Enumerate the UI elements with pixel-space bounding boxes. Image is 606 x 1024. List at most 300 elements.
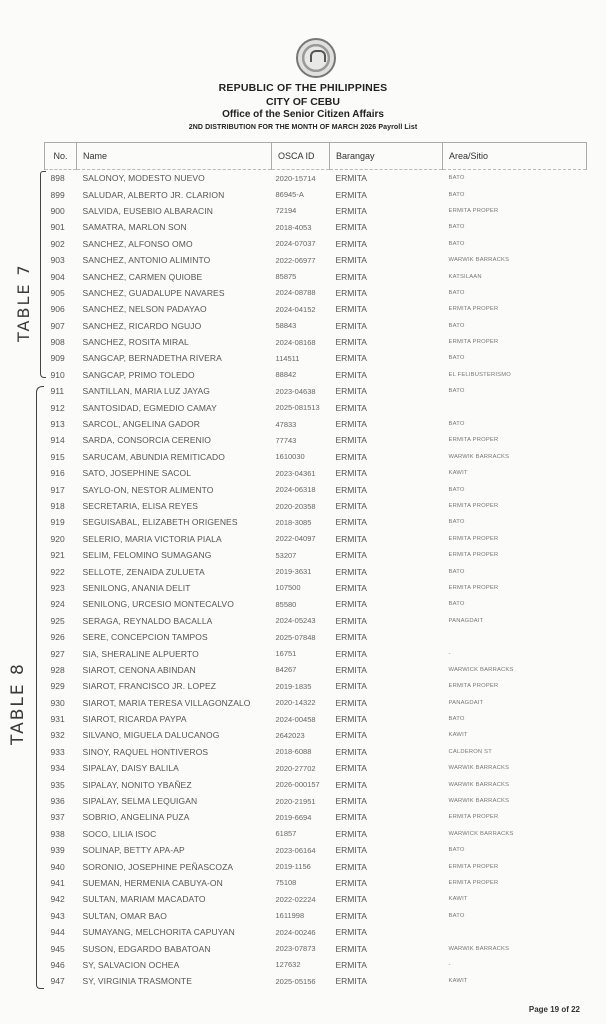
row-osca-id: 85580	[275, 599, 297, 609]
row-barangay: ERMITA	[335, 386, 367, 397]
row-area-sitio: BATO	[448, 175, 465, 182]
row-barangay: ERMITA	[335, 271, 367, 282]
row-osca-id: 2642023	[275, 730, 305, 740]
row-name: SARDA, CONSORCIA CERENIO	[82, 435, 212, 446]
table-row	[45, 973, 587, 989]
row-barangay: ERMITA	[335, 582, 367, 593]
row-number: 938	[50, 828, 65, 839]
row-number: 944	[50, 927, 65, 938]
row-number: 904	[50, 271, 65, 282]
row-number: 926	[50, 632, 65, 643]
table-row	[45, 858, 587, 874]
row-area-sitio: BATO	[448, 601, 465, 608]
row-area-sitio: KAWIT	[448, 732, 468, 739]
row-name: SELIM, FELOMINO SUMAGANG	[82, 550, 212, 561]
row-number: 900	[50, 205, 65, 216]
row-area-sitio: ERMITA PROPER	[448, 814, 499, 821]
table-row	[45, 908, 587, 924]
row-number: 911	[50, 386, 65, 397]
row-area-sitio: BATO	[448, 519, 465, 526]
table-row	[45, 399, 587, 415]
row-area-sitio: WARWIK BARRACKS	[448, 765, 510, 772]
row-barangay: ERMITA	[335, 845, 367, 856]
row-name: SY, SALVACION OCHEA	[82, 959, 180, 970]
table-row	[45, 842, 587, 858]
row-number: 916	[50, 468, 65, 479]
row-name: SORONIO, JOSEPHINE PEÑASCOZA	[82, 861, 234, 872]
row-osca-id: 2019-1156	[275, 862, 311, 872]
row-name: SENILONG, ANANIA DELIT	[82, 582, 191, 593]
row-osca-id: 2023-04638	[275, 386, 316, 396]
row-osca-id: 88842	[275, 370, 297, 380]
row-name: SOBRIO, ANGELINA PUZA	[82, 812, 190, 823]
row-number: 909	[50, 353, 65, 364]
row-osca-id: 2023-07873	[275, 944, 316, 954]
row-area-sitio: ERMITA PROPER	[448, 535, 499, 542]
row-barangay: ERMITA	[335, 927, 367, 938]
row-number: 913	[50, 419, 65, 430]
row-number: 947	[50, 976, 65, 987]
table-row	[45, 596, 587, 612]
row-barangay: ERMITA	[335, 205, 367, 216]
row-barangay: ERMITA	[335, 599, 367, 610]
row-name: SERAGA, REYNALDO BACALLA	[82, 615, 213, 626]
row-osca-id: 2024-06318	[275, 485, 316, 495]
row-osca-id: 107500	[275, 583, 301, 593]
row-area-sitio: BATO	[448, 568, 465, 575]
table-row	[45, 809, 587, 825]
row-area-sitio: BATO	[448, 716, 465, 723]
row-osca-id: 114511	[275, 353, 300, 363]
table-row	[45, 481, 587, 497]
row-number: 905	[50, 287, 65, 298]
table-row	[45, 711, 587, 727]
republic-heading: REPUBLIC OF THE PHILIPPINES	[218, 82, 388, 94]
row-barangay: ERMITA	[335, 550, 367, 561]
row-barangay: ERMITA	[335, 894, 367, 905]
row-name: SIPALAY, NONITO YBAÑEZ	[82, 779, 192, 790]
row-osca-id: 2024-00246	[275, 927, 316, 937]
row-number: 927	[50, 648, 65, 659]
row-area-sitio: BATO	[448, 912, 465, 919]
row-area-sitio: ERMITA PROPER	[448, 552, 499, 559]
row-number: 942	[50, 894, 65, 905]
row-number: 935	[50, 779, 65, 790]
column-header-osca-id: OSCA ID	[272, 143, 330, 170]
row-barangay: ERMITA	[335, 238, 367, 249]
row-area-sitio: WARWICK BARRACKS	[448, 830, 514, 837]
row-number: 923	[50, 582, 65, 593]
row-number: 929	[50, 681, 65, 692]
row-area-sitio: KATSILAAN	[448, 273, 482, 280]
row-name: SY, VIRGINIA TRASMONTE	[82, 976, 193, 987]
row-name: SANGCAP, PRIMO TOLEDO	[82, 369, 195, 380]
row-area-sitio: WARWIK BARRACKS	[448, 453, 510, 460]
row-osca-id: 2020-27702	[275, 763, 316, 773]
row-osca-id: 2022-04097	[275, 534, 316, 544]
row-name: SELLOTE, ZENAIDA ZULUETA	[82, 566, 205, 577]
row-barangay: ERMITA	[335, 746, 367, 757]
row-osca-id: 2025-081513	[275, 403, 320, 413]
row-osca-id: 2018-4053	[275, 222, 312, 232]
row-osca-id: 85875	[275, 272, 297, 282]
row-area-sitio: ERMITA PROPER	[448, 503, 499, 509]
row-area-sitio	[443, 629, 587, 645]
row-osca-id: 58843	[275, 321, 297, 331]
row-barangay: ERMITA	[335, 369, 367, 380]
row-barangay: ERMITA	[335, 763, 367, 774]
row-barangay: ERMITA	[335, 435, 367, 446]
row-name: SANCHEZ, ROSITA MIRAL	[82, 337, 189, 348]
row-barangay: ERMITA	[335, 910, 367, 921]
row-name: SENILONG, URCESIO MONTECALVO	[82, 599, 234, 610]
row-area-sitio: BATO	[448, 289, 465, 296]
row-osca-id: 2022-02224	[275, 894, 316, 904]
page-number: Page 19 of 22	[528, 1005, 580, 1014]
row-osca-id: 2024-08168	[275, 337, 316, 347]
row-number: 931	[50, 714, 65, 725]
table-row	[45, 580, 587, 596]
row-number: 917	[50, 484, 65, 495]
row-name: SANTOSIDAD, EGMEDIO CAMAY	[82, 402, 217, 413]
row-osca-id: 2024-08788	[275, 288, 316, 298]
row-barangay: ERMITA	[335, 566, 367, 577]
row-area-sitio: ERMITA PROPER	[448, 584, 499, 591]
row-barangay: ERMITA	[335, 501, 367, 511]
row-area-sitio: WARWICK BARRACKS	[448, 666, 514, 673]
table-row	[45, 531, 587, 547]
row-number: 903	[50, 255, 65, 266]
row-barangay: ERMITA	[335, 287, 367, 298]
row-name: SEGUISABAL, ELIZABETH ORIGENES	[82, 517, 238, 528]
row-area-sitio: BATO	[448, 421, 465, 428]
table-row	[45, 465, 587, 481]
row-name: SANTILLAN, MARIA LUZ JAYAG	[82, 386, 210, 397]
table-row	[45, 416, 587, 432]
row-barangay: ERMITA	[335, 402, 367, 413]
row-area-sitio: ERMITA PROPER	[448, 863, 499, 870]
row-osca-id: 61857	[275, 829, 297, 839]
column-header-area-sitio: Area/Sitio	[443, 143, 587, 170]
table-row	[45, 875, 587, 891]
row-area-sitio: BATO	[448, 224, 465, 231]
row-barangay: ERMITA	[335, 173, 367, 184]
row-barangay: ERMITA	[335, 419, 367, 430]
row-area-sitio: -	[448, 650, 451, 657]
table-row	[45, 186, 587, 202]
row-name: SANCHEZ, GUADALUPE NAVARES	[82, 287, 225, 298]
row-barangay: ERMITA	[335, 779, 367, 790]
row-number: 945	[50, 943, 65, 954]
row-osca-id: 86945-A	[275, 190, 304, 200]
table-row	[45, 727, 587, 743]
table-row	[45, 301, 587, 317]
row-osca-id: 2024-00458	[275, 714, 316, 724]
table-row	[45, 613, 587, 629]
table-7-handwritten-label: TABLE 7	[14, 263, 33, 342]
table-row	[45, 236, 587, 252]
row-barangay: ERMITA	[335, 730, 367, 741]
row-barangay: ERMITA	[335, 632, 367, 643]
row-number: 907	[50, 320, 65, 331]
row-osca-id: 127632	[275, 960, 301, 970]
row-osca-id: 2020-20358	[275, 501, 316, 511]
row-osca-id: 84267	[275, 665, 297, 675]
row-barangay: ERMITA	[335, 714, 367, 725]
row-number: 902	[50, 238, 65, 249]
row-osca-id: 2018-3085	[275, 517, 312, 527]
table-row	[45, 563, 587, 579]
row-name: SATO, JOSEPHINE SACOL	[82, 468, 192, 479]
row-name: SECRETARIA, ELISA REYES	[82, 501, 199, 511]
table-row	[45, 645, 587, 661]
table-row	[45, 334, 587, 350]
row-osca-id: 2018-6088	[275, 747, 312, 757]
row-name: SIPALAY, SELMA LEQUIGAN	[82, 796, 198, 807]
row-number: 930	[50, 697, 65, 708]
row-name: SIAROT, RICARDA PAYPA	[82, 714, 187, 725]
row-area-sitio: BATO	[448, 847, 465, 854]
row-barangay: ERMITA	[335, 861, 367, 872]
row-name: SANCHEZ, ALFONSO OMO	[82, 238, 193, 249]
row-name: SIPALAY, DAISY BALILA	[82, 763, 179, 774]
row-area-sitio: PANAGDAIT	[448, 617, 484, 624]
row-number: 912	[50, 402, 65, 413]
table-row	[45, 924, 587, 940]
row-number: 946	[50, 959, 65, 970]
row-name: SILVANO, MIGUELA DALUCANOG	[82, 730, 220, 741]
row-barangay: ERMITA	[335, 337, 367, 348]
table-row	[45, 760, 587, 776]
row-area-sitio: ERMITA PROPER	[448, 879, 499, 886]
row-osca-id: 1610030	[275, 452, 305, 462]
table-row	[45, 514, 587, 530]
row-barangay: ERMITA	[335, 681, 367, 692]
row-number: 922	[50, 566, 65, 577]
row-barangay: ERMITA	[335, 517, 367, 528]
row-osca-id: 72194	[275, 206, 297, 216]
table-row	[45, 744, 587, 760]
row-barangay: ERMITA	[335, 189, 367, 200]
table-7-bracket	[40, 171, 46, 378]
column-header-no: No.	[45, 143, 77, 170]
document-subtitle: 2ND DISTRIBUTION FOR THE MONTH OF MARCH 2026 Payroll List	[188, 124, 418, 131]
row-osca-id: 2026-000157	[275, 780, 320, 790]
row-name: SINOY, RAQUEL HONTIVEROS	[82, 746, 209, 757]
column-header-name: Name	[77, 143, 272, 170]
row-name: SOCO, LILIA ISOC	[82, 828, 157, 839]
row-number: 898	[50, 173, 65, 184]
row-osca-id: 2023-04361	[275, 468, 316, 478]
row-osca-id: 2025-07848	[275, 632, 316, 642]
table-row	[45, 826, 587, 842]
row-area-sitio: BATO	[448, 240, 465, 247]
city-heading: CITY OF CEBU	[266, 96, 340, 108]
row-area-sitio: CALDERON ST	[448, 748, 492, 755]
row-osca-id: 2019-3631	[275, 567, 312, 577]
row-area-sitio: PANAGDAIT	[448, 699, 484, 706]
row-number: 914	[50, 435, 65, 446]
row-name: SUMAYANG, MELCHORITA CAPUYAN	[82, 927, 235, 938]
table-row	[45, 793, 587, 809]
row-barangay: ERMITA	[335, 796, 367, 807]
table-row	[45, 383, 587, 399]
table-row	[45, 432, 587, 448]
row-osca-id: 75108	[275, 878, 297, 888]
row-barangay: ERMITA	[335, 320, 367, 331]
row-area-sitio: BATO	[448, 388, 465, 395]
row-barangay: ERMITA	[335, 959, 367, 970]
row-name: SARCOL, ANGELINA GADOR	[82, 419, 200, 430]
row-name: SALVIDA, EUSEBIO ALBARACIN	[82, 205, 213, 216]
table-row	[45, 629, 587, 645]
row-barangay: ERMITA	[335, 664, 367, 675]
row-area-sitio: WARWIK BARRACKS	[448, 945, 510, 952]
row-number: 943	[50, 910, 65, 921]
row-number: 920	[50, 533, 65, 544]
row-name: SAMATRA, MARLON SON	[82, 222, 187, 233]
row-area-sitio: BATO	[448, 322, 465, 329]
row-barangay: ERMITA	[335, 222, 367, 233]
city-seal-icon	[296, 38, 336, 78]
row-number: 940	[50, 861, 65, 872]
row-osca-id: 47833	[275, 419, 297, 429]
table-row	[45, 449, 587, 465]
row-number: 936	[50, 796, 65, 807]
row-number: 918	[50, 501, 65, 511]
table-row	[45, 891, 587, 907]
row-name: SALONOY, MODESTO NUEVO	[82, 173, 205, 184]
table-row	[45, 498, 587, 514]
table-row	[45, 318, 587, 334]
row-barangay: ERMITA	[335, 353, 367, 364]
row-osca-id: 53207	[275, 550, 297, 560]
table-row	[45, 940, 587, 956]
row-number: 925	[50, 615, 65, 626]
row-barangay: ERMITA	[335, 697, 367, 708]
row-area-sitio: ERMITA PROPER	[448, 207, 499, 214]
row-area-sitio: BATO	[448, 191, 465, 198]
row-area-sitio: BATO	[448, 355, 465, 362]
row-osca-id: 2020-15714	[275, 173, 316, 183]
row-area-sitio: WARWIK BARRACKS	[448, 798, 510, 805]
row-area-sitio	[443, 924, 587, 940]
row-number: 910	[50, 369, 65, 380]
row-number: 901	[50, 222, 65, 233]
row-name: SULTAN, MARIAM MACADATO	[82, 894, 206, 905]
payroll-table	[44, 142, 587, 990]
row-number: 941	[50, 877, 65, 888]
column-header-barangay: Barangay	[330, 143, 443, 170]
row-name: SANCHEZ, RICARDO NGUJO	[82, 320, 202, 331]
table-row	[45, 350, 587, 366]
row-number: 937	[50, 812, 65, 823]
row-name: SIAROT, FRANCISCO JR. LOPEZ	[82, 681, 217, 692]
row-number: 899	[50, 189, 65, 200]
row-number: 919	[50, 517, 65, 528]
table-body	[45, 170, 587, 990]
row-osca-id: 2022-06977	[275, 255, 316, 265]
row-osca-id: 2024-05243	[275, 616, 316, 626]
table-row	[45, 695, 587, 711]
row-barangay: ERMITA	[335, 812, 367, 823]
row-osca-id: 2019-6694	[275, 812, 312, 822]
table-row	[45, 203, 587, 219]
row-barangay: ERMITA	[335, 976, 367, 987]
row-name: SARUCAM, ABUNDIA REMITICADO	[82, 451, 225, 462]
table-row	[45, 285, 587, 301]
row-osca-id: 2019-1835	[275, 681, 312, 691]
table-8-bracket	[36, 386, 44, 989]
table-row	[45, 547, 587, 563]
row-area-sitio: -	[448, 961, 451, 968]
row-osca-id: 1611998	[275, 911, 305, 921]
row-name: SOLINAP, BETTY APA-AP	[82, 845, 185, 856]
row-barangay: ERMITA	[335, 648, 367, 659]
row-osca-id: 77743	[275, 435, 297, 445]
row-number: 908	[50, 337, 65, 348]
row-number: 934	[50, 763, 65, 774]
row-number: 924	[50, 599, 65, 610]
row-name: SANCHEZ, ANTONIO ALIMINTO	[82, 255, 211, 266]
row-barangay: ERMITA	[335, 877, 367, 888]
row-name: SUSON, EDGARDO BABATOAN	[82, 943, 211, 954]
row-area-sitio: KAWIT	[448, 470, 468, 477]
row-number: 921	[50, 550, 65, 561]
row-osca-id: 2023-06164	[275, 845, 316, 855]
row-name: SIAROT, CENONA ABINDAN	[82, 664, 196, 675]
row-osca-id: 16751	[275, 649, 297, 659]
row-number: 915	[50, 451, 65, 462]
row-number: 906	[50, 304, 65, 315]
row-area-sitio: WARWIK BARRACKS	[448, 257, 510, 264]
table-row	[45, 678, 587, 694]
row-barangay: ERMITA	[335, 615, 367, 626]
row-number: 933	[50, 746, 65, 757]
row-osca-id: 2020-14322	[275, 698, 316, 708]
row-number: 939	[50, 845, 65, 856]
row-osca-id: 2024-04152	[275, 304, 316, 314]
row-barangay: ERMITA	[335, 451, 367, 462]
row-name: SALUDAR, ALBERTO JR. CLARION	[82, 189, 225, 200]
row-name: SAYLO-ON, NESTOR ALIMENTO	[82, 484, 214, 495]
row-barangay: ERMITA	[335, 533, 367, 544]
table-row	[45, 776, 587, 792]
row-name: SELERIO, MARIA VICTORIA PIALA	[82, 533, 222, 544]
row-area-sitio: ERMITA PROPER	[448, 339, 499, 346]
row-area-sitio: ERMITA PROPER	[448, 437, 499, 444]
row-area-sitio: ERMITA PROPER	[448, 306, 499, 313]
row-name: SANCHEZ, NELSON PADAYAO	[82, 304, 207, 315]
table-row	[45, 957, 587, 973]
row-name: SANGCAP, BERNADETHA RIVERA	[82, 353, 222, 364]
table-header-row	[45, 143, 587, 170]
row-area-sitio: EL FELIBUSTERISMO	[448, 371, 511, 378]
row-name: SIA, SHERALINE ALPUERTO	[82, 648, 199, 659]
row-osca-id: 2020-21951	[275, 796, 316, 806]
table-row	[45, 268, 587, 284]
office-heading: Office of the Senior Citizen Affairs	[222, 109, 384, 120]
row-name: SUEMAN, HERMENIA CABUYA-ON	[82, 877, 223, 888]
row-name: SERE, CONCEPCION TAMPOS	[82, 632, 208, 643]
row-osca-id: 2024-07037	[275, 239, 316, 249]
table-row	[45, 662, 587, 678]
row-name: SANCHEZ, CARMEN QUIOBE	[82, 271, 203, 282]
row-number: 932	[50, 730, 65, 741]
row-barangay: ERMITA	[335, 468, 367, 479]
row-area-sitio: WARWIK BARRACKS	[448, 781, 510, 788]
table-row	[45, 252, 587, 268]
